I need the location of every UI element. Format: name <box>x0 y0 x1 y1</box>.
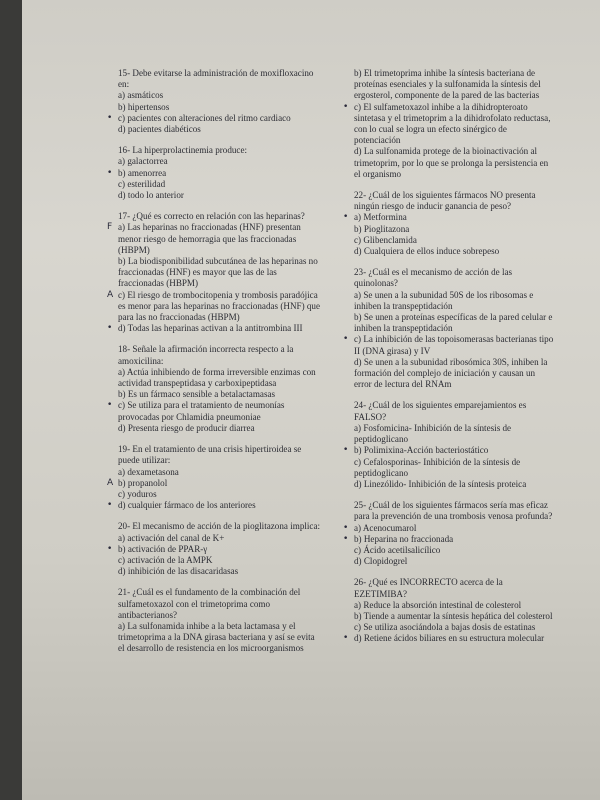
question-text: 19- En el tratamiento de una crisis hipertiroidea se puede utilizar: <box>118 444 302 466</box>
answer-option <box>354 611 554 622</box>
answer-option <box>107 500 323 511</box>
handwritten-mark: • <box>343 334 349 345</box>
answer-option <box>118 90 323 101</box>
question <box>107 211 323 334</box>
question <box>343 267 554 390</box>
question-text: 15- Debe evitarse la administración de moxifloxacino en: <box>118 68 314 90</box>
answer-option-label: d) cualquier fármaco de los anteriores <box>118 500 256 511</box>
answer-option-label: a) Fosfomicina- Inhibición de la síntesis de peptidoglicano <box>354 422 512 445</box>
answer-option-label: b) propanolol <box>118 477 168 488</box>
answer-option <box>118 367 323 389</box>
answer-option <box>354 246 554 257</box>
answer-option-label: a) asmáticos <box>118 90 164 101</box>
answer-option <box>107 323 323 334</box>
handwritten-mark: • <box>107 323 113 334</box>
left-column <box>107 68 323 665</box>
question <box>118 587 323 654</box>
answer-option-label: b) Tiende a aumentar la síntesis hepática del colesterol <box>354 610 553 621</box>
handwritten-mark: • <box>107 543 113 554</box>
handwritten-mark: • <box>343 212 349 223</box>
question <box>343 577 554 644</box>
answer-option <box>107 222 323 256</box>
answer-option-label: b) hipertensos <box>118 101 170 112</box>
answer-option <box>343 522 554 534</box>
answer-option-label: a) Las heparinas no fraccionadas (HNF) presentan menor riesgo de hemorragia que las fraccionadas (HBPM) <box>118 222 301 255</box>
answer-option-label: d) La sulfonamida protege de la bioinactivación al trimetoprim, por lo que se prolonga la persistencia en el organismo <box>354 146 549 179</box>
answer-option <box>118 102 323 113</box>
answer-option-label: b) amenorrea <box>118 167 167 178</box>
question-text: 23- ¿Cuál es el mecanismo de acción de las quinolonas? <box>354 267 513 289</box>
answer-option-label: a) Reduce la absorción intestinal de colesterol <box>354 599 522 610</box>
answer-option-label: a) La sulfonamida inhibe a la beta lactamasa y el trimetoprima a la DNA girasa bacteriana y así se evita el desarrollo de resistencia en los microorganismos <box>118 620 315 654</box>
question-text: 21- ¿Cuál es el fundamento de la combinación del sulfametoxazol con el trimetoprima como antibacterianos? <box>118 587 301 620</box>
answer-option <box>107 112 323 124</box>
answer-option <box>118 489 323 500</box>
answer-option-label: a) galactorrea <box>118 156 168 167</box>
answer-option-label: c) El sulfametoxazol inhibe a la dihidropteroato sintetasa y el trimetoprim a la dihidrofolato reductasa, con lo cual se logra un efecto sinérgico de potenciación <box>354 101 551 146</box>
answer-option-label: b) Polimixina-Acción bacteriostático <box>354 445 489 456</box>
handwritten-mark: • <box>343 633 349 644</box>
answer-option <box>343 212 554 223</box>
question-text: 26- ¿Qué es INCORRECTO acerca de la EZETIMIBA? <box>354 577 503 599</box>
handwritten-mark: • <box>343 533 349 544</box>
question-text: 24- ¿Cuál de los siguientes emparejamientos es FALSO? <box>354 400 527 422</box>
answer-option <box>343 334 554 356</box>
handwritten-mark: • <box>107 400 113 411</box>
answer-option <box>107 167 323 179</box>
question-text: 20- El mecanismo de acción de la pioglitazona implica: <box>118 521 321 532</box>
answer-option <box>118 389 323 400</box>
question <box>107 521 323 577</box>
answer-option <box>118 124 323 135</box>
answer-option-label: b) activación de PPAR-γ <box>118 543 208 554</box>
answer-option <box>354 357 554 391</box>
handwritten-mark: A <box>107 289 114 300</box>
answer-option <box>118 533 323 544</box>
answer-option-label: c) esterilidad <box>118 178 166 189</box>
answer-option <box>354 556 554 567</box>
answer-option-label: d) Clopidogrel <box>354 556 408 567</box>
answer-option <box>354 600 554 611</box>
question-text: 22- ¿Cuál de los siguientes fármacos NO presenta ningún riesgo de inducir ganancia de peso? <box>354 190 536 212</box>
answer-option-label: c) El riesgo de trombocitopenia y trombosis paradójica es menor para las heparinas no fraccionadas (HNF) que para las no fraccionadas (HBPM) <box>118 289 321 323</box>
answer-option <box>354 224 554 235</box>
answer-option <box>354 423 554 445</box>
answer-option-label: d) Se unen a la subunidad ribosómica 30S, inhiben la formación del complejo de iniciación y causan un error de lectura del RNAm <box>354 356 548 390</box>
question <box>343 500 554 567</box>
answer-option <box>118 156 323 167</box>
answer-option-label: d) pacientes diabéticos <box>118 124 201 135</box>
answer-option <box>107 289 323 324</box>
answer-option-label: b) Pioglitazona <box>354 223 410 234</box>
answer-option <box>118 566 323 577</box>
answer-option <box>354 545 554 556</box>
handwritten-mark: • <box>343 101 349 112</box>
answer-option <box>354 312 554 334</box>
answer-option <box>118 256 323 290</box>
answer-option-label: d) Retiene ácidos biliares en su estructura molecular <box>354 633 545 644</box>
exam-sheet <box>22 0 600 800</box>
answer-option-label: b) La biodisponibilidad subcutánea de las heparinas no fraccionadas (HNF) es mayor que las de las fraccionadas (HBPM) <box>118 256 318 289</box>
answer-option <box>354 68 554 102</box>
handwritten-mark: • <box>107 112 113 123</box>
question <box>343 190 554 257</box>
answer-option <box>118 467 323 478</box>
answer-option-label: c) La inhibición de las topoisomerasas bacterianas tipo II (DNA girasa) y IV <box>354 334 554 356</box>
question <box>107 344 323 434</box>
answer-option-label: c) activación de la AMPK <box>118 554 213 565</box>
answer-option <box>343 445 554 456</box>
answer-option-label: c) Ácido acetilsalicílico <box>354 544 441 555</box>
answer-option-label: d) Presenta riesgo de producir diarrea <box>118 422 255 433</box>
handwritten-mark: • <box>343 522 349 533</box>
handwritten-mark: • <box>343 445 349 456</box>
answer-option-label: c) Se utiliza para el tratamiento de neumonías provocadas por Chlamidia pneumoniae <box>118 400 285 422</box>
answer-option-label: b) El trimetoprima inhibe la síntesis bacteriana de proteínas esenciales y la sulfonamida la síntesis del ergosterol, componente de la pared de las bacterias <box>354 68 541 101</box>
handwritten-mark: • <box>107 167 113 178</box>
handwritten-mark: • <box>107 500 113 511</box>
answer-option-label: a) Se unen a la subunidad 50S de los ribosomas e inhiben la transpeptidación <box>354 289 534 311</box>
answer-option-label: a) Metformina <box>354 212 407 223</box>
question <box>343 68 554 180</box>
answer-option <box>343 101 554 147</box>
answer-option <box>107 477 323 489</box>
answer-option-label: c) Se utiliza asociándola a bajas dosis de estatinas <box>354 622 536 633</box>
answer-option-label: b) Heparina no fraccionada <box>354 533 454 544</box>
answer-option <box>354 146 554 180</box>
answer-option <box>118 423 323 434</box>
question <box>343 400 554 490</box>
right-column <box>343 68 554 655</box>
answer-option-label: c) yoduros <box>118 488 157 499</box>
answer-option <box>118 179 323 190</box>
answer-option-label: c) Cefalosporinas- Inhibición de la síntesis de peptidoglicano <box>354 456 521 478</box>
question-text: 17- ¿Qué es correcto en relación con las heparinas? <box>118 211 305 222</box>
question-text: 16- La hiperprolactinemia produce: <box>118 145 248 156</box>
answer-option-label: a) dexametasona <box>118 466 179 477</box>
answer-option-label: d) Cualquiera de ellos induce sobrepeso <box>354 246 500 257</box>
answer-option <box>354 290 554 312</box>
question <box>107 145 323 201</box>
answer-option <box>354 457 554 479</box>
answer-option-label: c) pacientes con alteraciones del ritmo cardiaco <box>118 112 291 123</box>
question-text: 18- Señale la afirmación incorrecta respecto a la amoxicilina: <box>118 344 294 366</box>
answer-option <box>354 235 554 246</box>
handwritten-mark: A <box>107 477 114 488</box>
answer-option <box>343 533 554 545</box>
answer-option <box>118 621 323 655</box>
answer-option <box>354 479 554 490</box>
question <box>107 68 323 135</box>
answer-option <box>107 543 323 555</box>
answer-option <box>118 190 323 201</box>
question <box>107 444 323 511</box>
answer-option <box>107 400 323 422</box>
answer-option <box>354 622 554 633</box>
answer-option-label: b) Se unen a proteínas específicas de la pared celular e inhiben la transpeptidación <box>354 312 553 334</box>
answer-option-label: d) inhibición de las disacaridasas <box>118 566 239 577</box>
answer-option-label: a) Actúa inhibiendo de forma irreversible enzimas con actividad transpeptidasa y carboxipeptidasa <box>118 366 316 389</box>
answer-option-label: d) Todas las heparinas activan a la antitrombina III <box>118 323 303 334</box>
question-text: 25- ¿Cuál de los siguientes fármacos sería mas eficaz para la prevención de una trombosis venosa profunda? <box>354 500 553 522</box>
answer-option-label: d) todo lo anterior <box>118 190 184 201</box>
answer-option-label: a) Acenocumarol <box>354 522 417 533</box>
answer-option <box>118 555 323 566</box>
answer-option-label: d) Linezólido- Inhibición de la síntesis proteica <box>354 478 527 489</box>
answer-option <box>343 633 554 644</box>
answer-option-label: c) Glibenclamida <box>354 234 417 245</box>
handwritten-mark: F <box>107 222 113 233</box>
answer-option-label: a) activación del canal de K+ <box>118 532 225 543</box>
answer-option-label: b) Es un fármaco sensible a betalactamasas <box>118 389 276 400</box>
